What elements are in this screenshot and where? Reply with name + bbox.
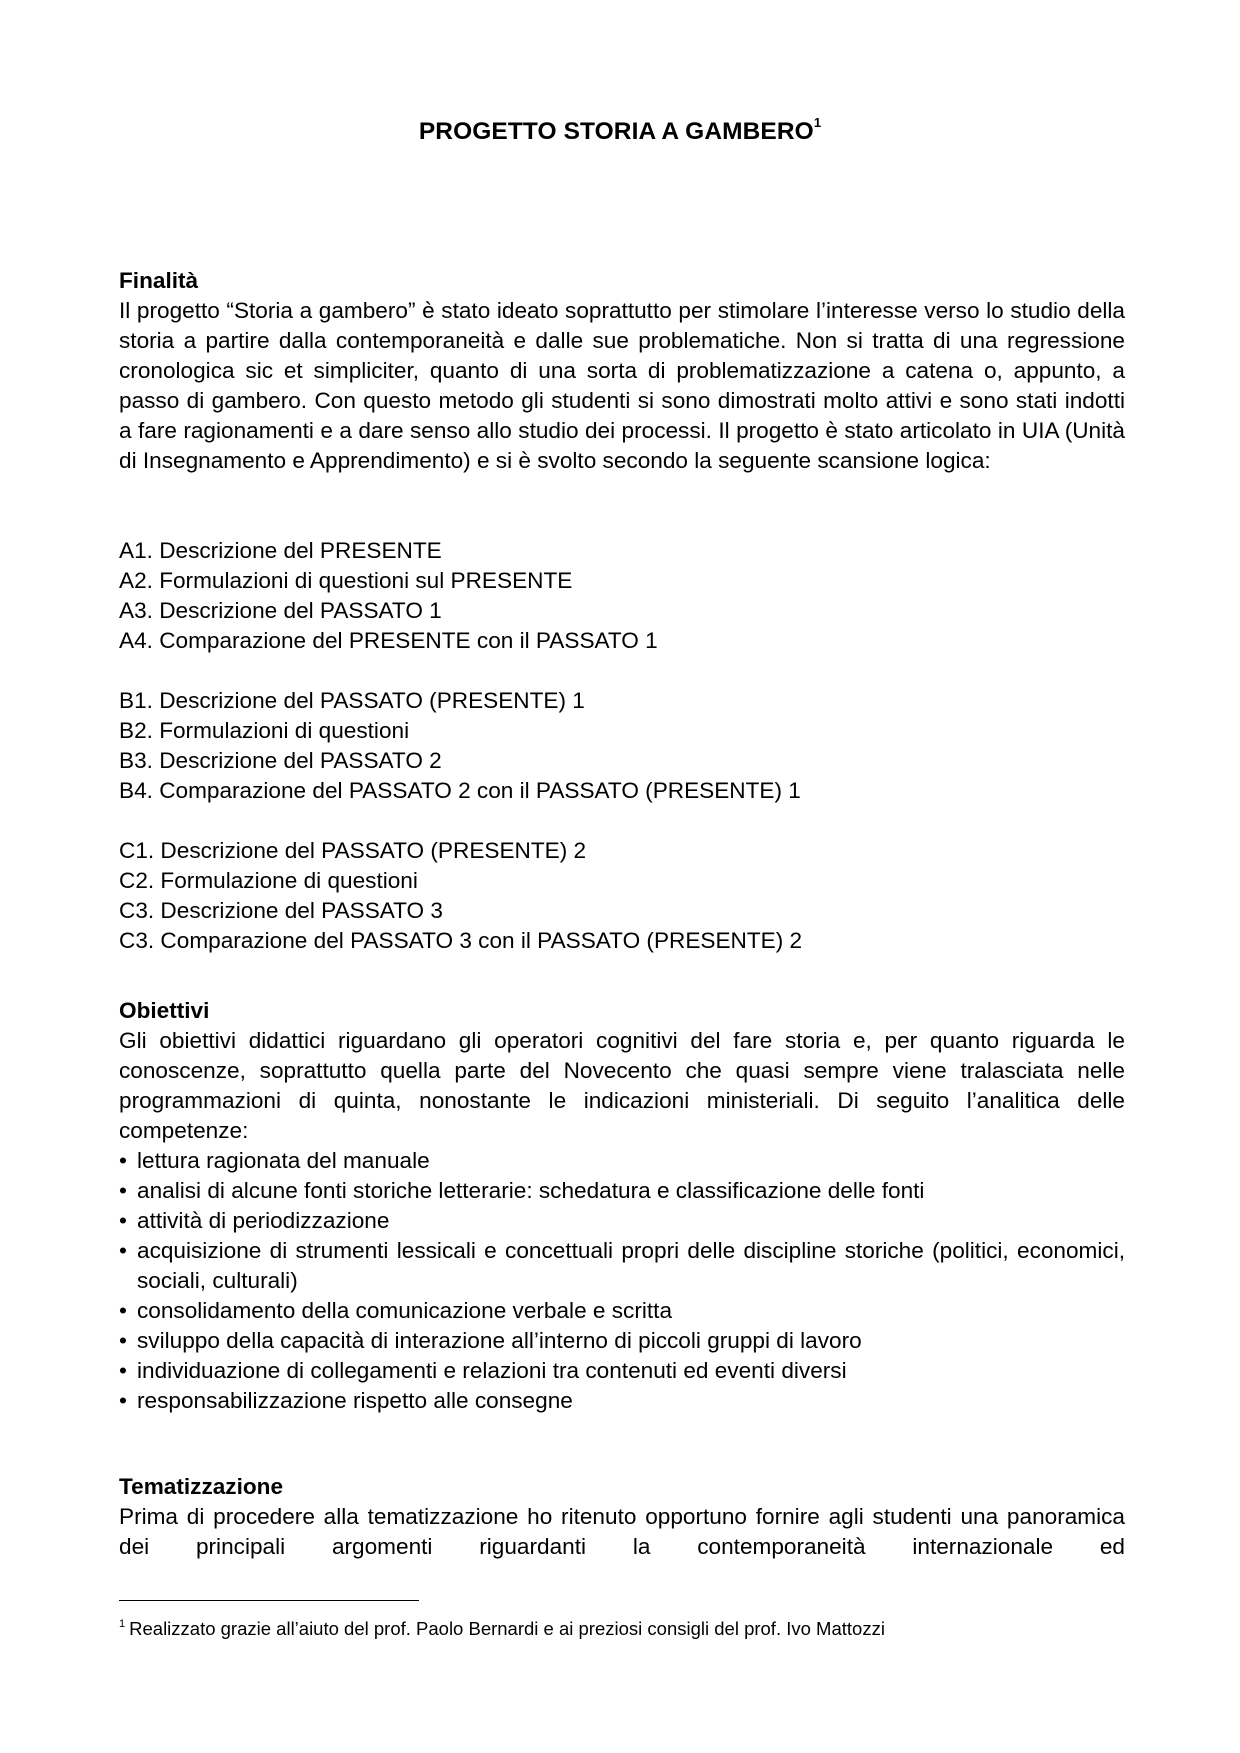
competenza-item: • individuazione di collegamenti e relazioni tra contenuti ed eventi diversi — [119, 1356, 1125, 1386]
bullet-icon: • — [119, 1328, 127, 1353]
step-item: B2. Formulazioni di questioni — [119, 718, 410, 743]
bullet-icon: • — [119, 1148, 127, 1173]
section-tematizzazione — [119, 1472, 1125, 1562]
competenza-item: • analisi di alcune fonti storiche letterarie: schedatura e classificazione delle fonti — [119, 1176, 1125, 1206]
step-item: A4. Comparazione del PRESENTE con il PASSATO 1 — [119, 628, 658, 653]
document-title — [0, 115, 1240, 146]
heading-obiettivi: Obiettivi — [119, 998, 210, 1023]
bullet-icon: • — [119, 1388, 127, 1413]
section-obiettivi — [119, 996, 1125, 1416]
step-item: C3. Descrizione del PASSATO 3 — [119, 898, 443, 923]
step-item: B1. Descrizione del PASSATO (PRESENTE) 1 — [119, 688, 585, 713]
bullet-icon: • — [119, 1358, 127, 1383]
bullet-icon: • — [119, 1178, 127, 1203]
step-item: C2. Formulazione di questioni — [119, 868, 418, 893]
footnote-number: 1 — [119, 1618, 126, 1630]
competenza-item: • responsabilizzazione rispetto alle consegne — [119, 1386, 1125, 1416]
footnote-divider — [119, 1600, 419, 1601]
footnote-text: Realizzato grazie all’aiuto del prof. Paolo Bernardi e ai preziosi consigli del prof. Ivo Mattozzi — [129, 1618, 885, 1639]
paragraph-finalita: Il progetto “Storia a gambero” è stato ideato soprattutto per stimolare l’interesse verso lo studio della storia a partire dalla contemporaneità e dalle sue problematiche. Non si tratta di una regressione cronologica sic et simpliciter, quanto di una sorta di problematizzazione a catena o, appunto, a passo di gambero. Con questo metodo gli studenti si sono dimostrati molto attivi e sono stati indotti a fare ragionamenti e a dare senso allo studio dei processi. Il progetto è stato articolato in UIA (Unità di Insegnamento e Apprendimento) e si è svolto secondo la seguente scansione logica: — [119, 298, 1125, 473]
step-group-c — [119, 836, 1125, 956]
competenze-list — [119, 1146, 1125, 1416]
step-item: C1. Descrizione del PASSATO (PRESENTE) 2 — [119, 838, 587, 863]
step-group-a — [119, 536, 1125, 656]
step-item: A1. Descrizione del PRESENTE — [119, 538, 442, 563]
step-list — [119, 536, 1125, 986]
competenza-item: • sviluppo della capacità di interazione all’interno di piccoli gruppi di lavoro — [119, 1326, 1125, 1356]
step-item: C3. Comparazione del PASSATO 3 con il PASSATO (PRESENTE) 2 — [119, 928, 803, 953]
footnote — [119, 1617, 885, 1641]
heading-finalita: Finalità — [119, 268, 199, 293]
competenza-item: • lettura ragionata del manuale — [119, 1146, 1125, 1176]
heading-tematizzazione: Tematizzazione — [119, 1474, 284, 1499]
paragraph-obiettivi: Gli obiettivi didattici riguardano gli operatori cognitivi del fare storia e, per quanto riguarda le conoscenze, soprattutto quella parte del Novecento che quasi sempre viene tralasciata nelle programmazioni di quinta, nonostante le indicazioni ministeriali. Di seguito l’analitica delle competenze: — [119, 1028, 1125, 1143]
title-footnote-ref[interactable]: 1 — [813, 115, 822, 130]
competenza-item: • attività di periodizzazione — [119, 1206, 1125, 1236]
step-item: A2. Formulazioni di questioni sul PRESENTE — [119, 568, 573, 593]
competenza-item: • acquisizione di strumenti lessicali e concettuali propri delle discipline storiche (politici, economici, sociali, culturali) — [119, 1238, 1125, 1293]
section-finalita — [119, 266, 1125, 476]
document-title-text: PROGETTO STORIA A GAMBERO — [418, 118, 814, 145]
bullet-icon: • — [119, 1208, 127, 1233]
paragraph-tematizzazione: Prima di procedere alla tematizzazione ho ritenuto opportuno fornire agli studenti una panoramica dei principali argomenti riguardanti la contemporaneità internazionale ed — [119, 1504, 1125, 1559]
step-group-b — [119, 686, 1125, 806]
bullet-icon: • — [119, 1298, 127, 1323]
step-item: B4. Comparazione del PASSATO 2 con il PASSATO (PRESENTE) 1 — [119, 778, 801, 803]
step-item: A3. Descrizione del PASSATO 1 — [119, 598, 442, 623]
step-item: B3. Descrizione del PASSATO 2 — [119, 748, 442, 773]
bullet-icon: • — [119, 1238, 127, 1263]
competenza-item: • consolidamento della comunicazione verbale e scritta — [119, 1296, 1125, 1326]
